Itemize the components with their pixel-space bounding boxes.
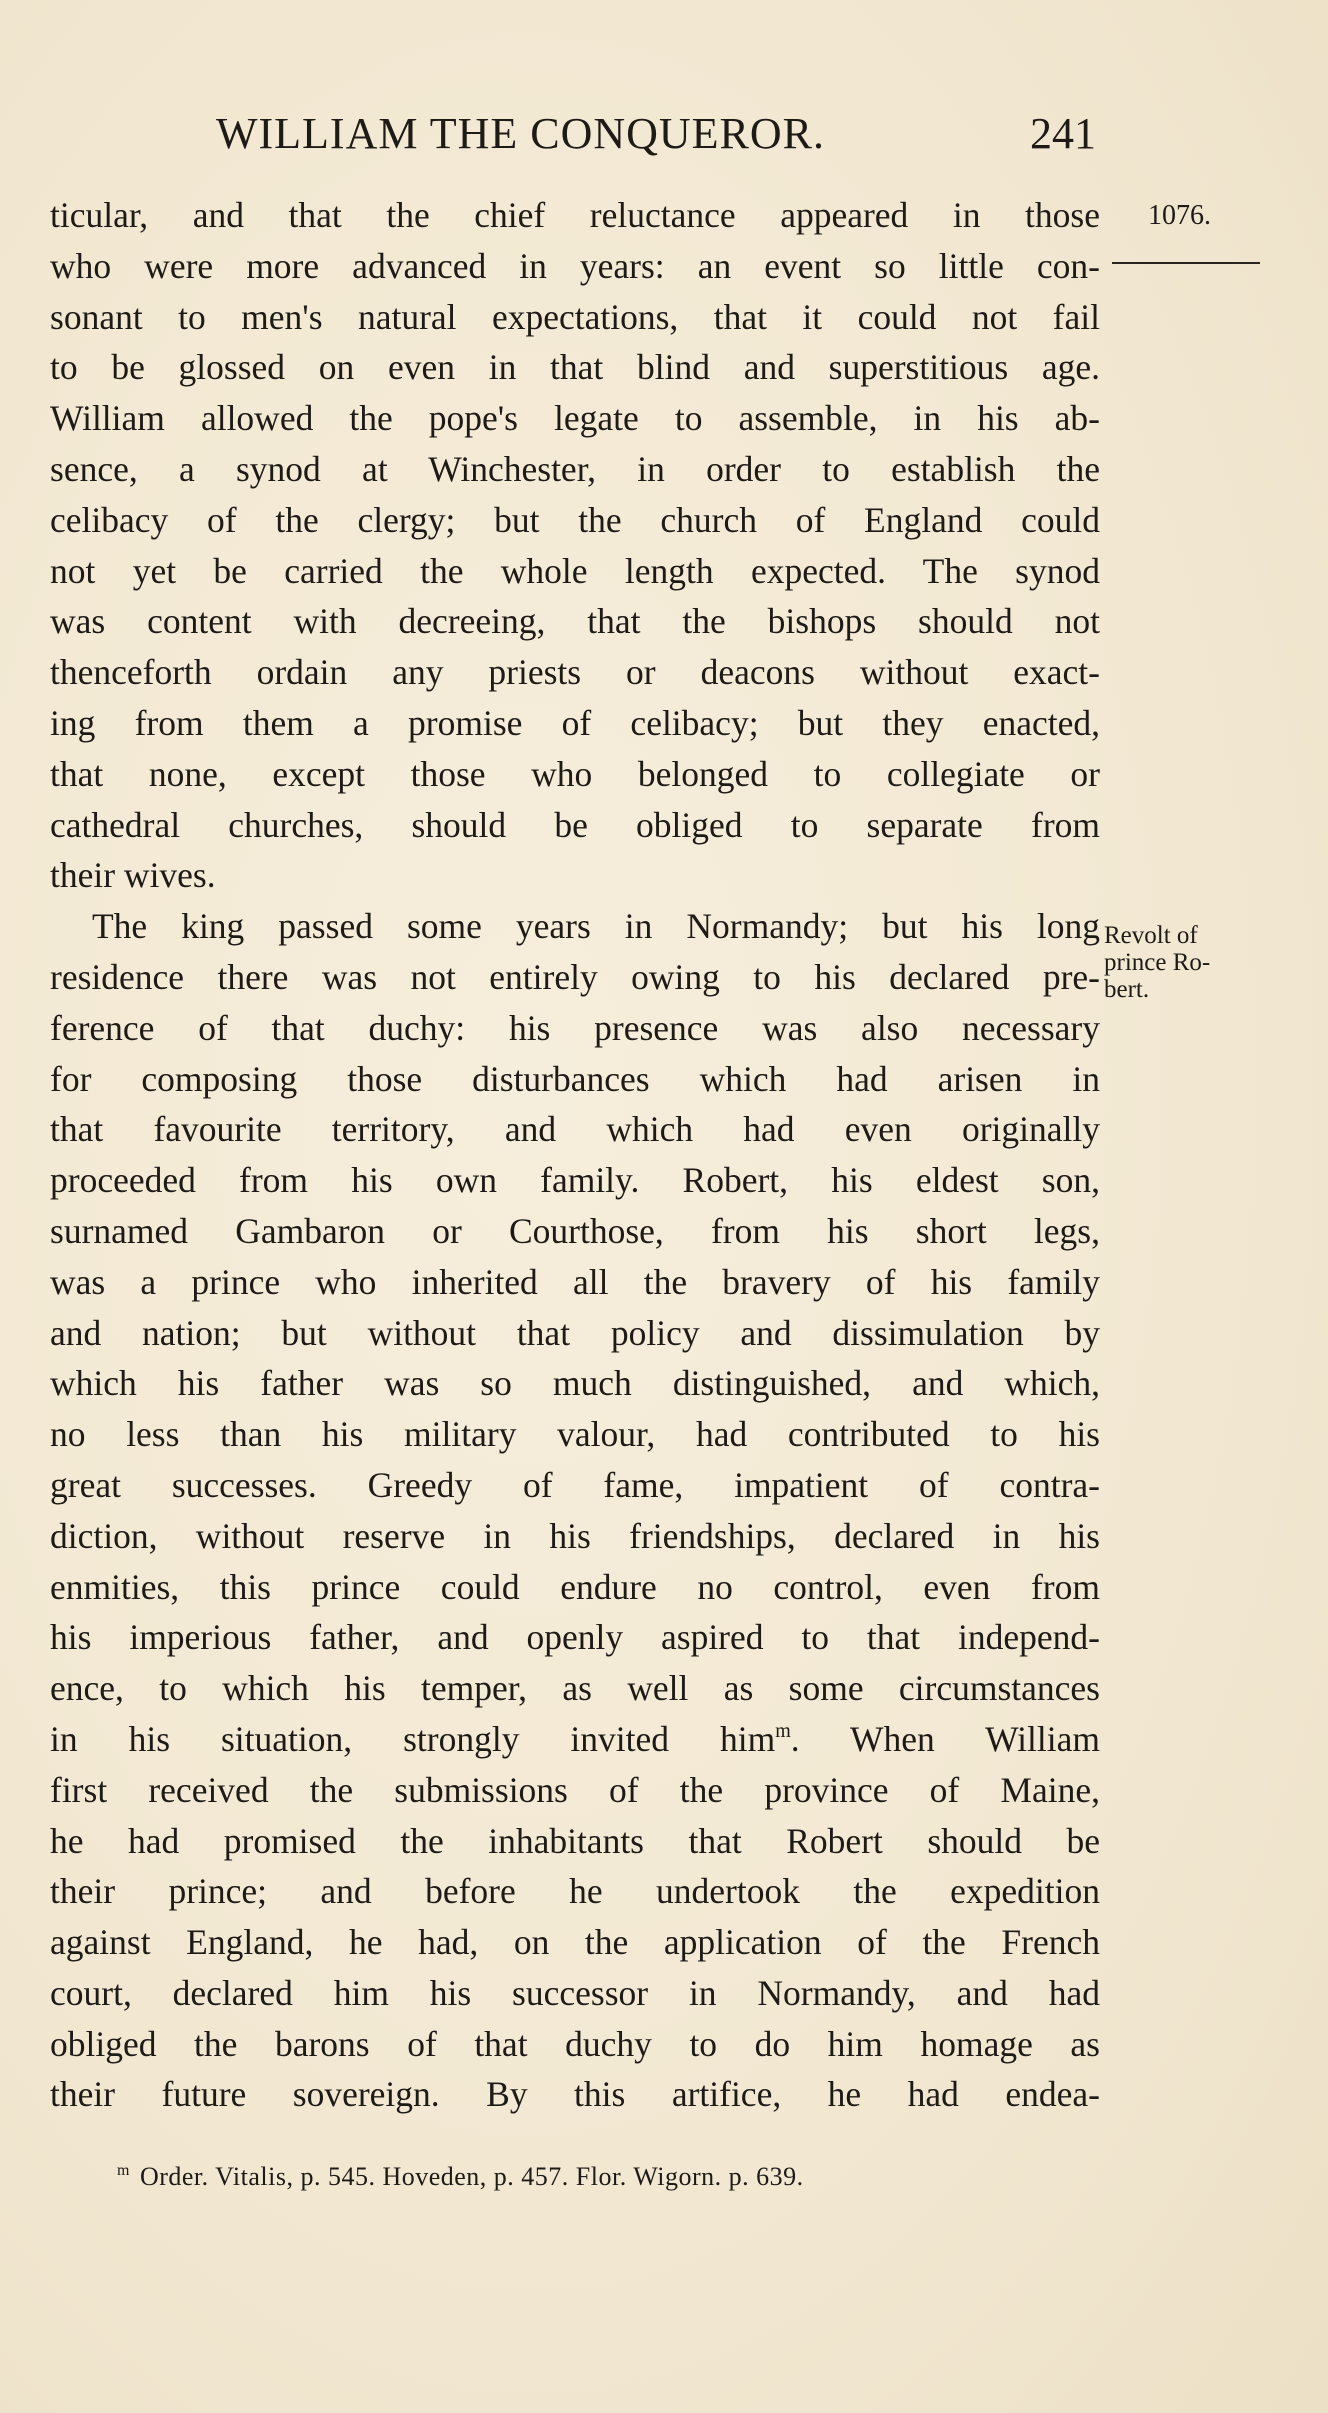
text-line: to be glossed on even in that blind and superstitious age. xyxy=(50,347,1100,388)
text-line: celibacy of the clergy; but the church of England could xyxy=(50,499,1100,540)
footnote-mark: m xyxy=(117,2162,130,2180)
text-line: residence there was not entirely owing to his declared pre- xyxy=(50,956,1100,997)
sidenote-line: bert. xyxy=(1104,976,1150,1003)
text-line: which his father was so much distinguished, and which, xyxy=(50,1363,1100,1404)
text-line: cathedral churches, should be obliged to separate from xyxy=(50,804,1100,845)
text-line: enmities, this prince could endure no control, even from xyxy=(50,1566,1100,1607)
margin-rule xyxy=(1112,262,1260,264)
text-line: first received the submissions of the province of Maine, xyxy=(50,1769,1100,1810)
body-text xyxy=(50,190,1100,2120)
text-line: against England, he had, on the application of the French xyxy=(50,1922,1100,1963)
text-line: great successes. Greedy of fame, impatient of contra- xyxy=(50,1464,1100,1505)
text-line: obliged the barons of that duchy to do him homage as xyxy=(50,2023,1100,2064)
text-line: was a prince who inherited all the bravery of his family xyxy=(50,1261,1100,1302)
text-segment: in his situation, strongly invited him xyxy=(50,1718,776,1759)
text-line: court, declared him his successor in Normandy, and had xyxy=(50,1972,1100,2013)
text-line: that none, except those who belonged to collegiate or xyxy=(50,753,1100,794)
page-header xyxy=(216,108,1096,168)
text-line: sonant to men's natural expectations, that it could not fail xyxy=(50,296,1100,337)
text-line: he had promised the inhabitants that Robert should be xyxy=(50,1820,1100,1861)
text-line: that favourite territory, and which had even originally xyxy=(50,1109,1100,1150)
text-segment: . When William xyxy=(790,1718,1101,1759)
text-line: who were more advanced in years: an event so little con- xyxy=(50,245,1100,286)
text-line: no less than his military valour, had contributed to his xyxy=(50,1414,1100,1455)
text-line: ence, to which his temper, as well as some circumstances xyxy=(50,1668,1100,1709)
text-line: The king passed some years in Normandy; but his long xyxy=(92,906,1100,947)
running-title: WILLIAM THE CONQUEROR. xyxy=(216,109,826,158)
text-line: for composing those disturbances which had arisen in xyxy=(50,1058,1100,1099)
text-line: ing from them a promise of celibacy; but they enacted, xyxy=(50,702,1100,743)
text-line: thenceforth ordain any priests or deacons without exact- xyxy=(50,652,1100,693)
sidenote-line: Revolt of xyxy=(1104,922,1198,949)
text-line: diction, without reserve in his friendships, declared in his xyxy=(50,1515,1100,1556)
text-line: their future sovereign. By this artifice, he had endea- xyxy=(50,2074,1100,2115)
text-line: their wives. xyxy=(50,855,216,896)
footnote-text: Order. Vitalis, p. 545. Hoveden, p. 457. Flor. Wigorn. p. 639. xyxy=(139,2162,804,2191)
text-line: their prince; and before he undertook the expedition xyxy=(50,1871,1100,1912)
text-line-with-ref xyxy=(50,1714,1100,1765)
page-number: 241 xyxy=(1030,109,1096,158)
text-line: his imperious father, and openly aspired to that independ- xyxy=(50,1617,1100,1658)
sidenote-line: prince Ro- xyxy=(1104,949,1211,976)
footnote-ref: m xyxy=(775,1719,791,1742)
footnote xyxy=(117,2162,804,2192)
text-line: ticular, and that the chief reluctance appeared in those xyxy=(50,195,1100,235)
text-line: William allowed the pope's legate to assemble, in his ab- xyxy=(50,398,1100,439)
text-line: ference of that duchy: his presence was also necessary xyxy=(50,1007,1100,1048)
text-line: was content with decreeing, that the bishops should not xyxy=(50,601,1100,642)
text-line: proceeded from his own family. Robert, his eldest son, xyxy=(50,1160,1100,1201)
text-line: surnamed Gambaron or Courthose, from his short legs, xyxy=(50,1210,1100,1251)
text-line: not yet be carried the whole length expected. The synod xyxy=(50,550,1100,591)
text-line: sence, a synod at Winchester, in order to establish the xyxy=(50,448,1100,489)
text-line: and nation; but without that policy and dissimulation by xyxy=(50,1312,1100,1353)
margin-sidenote xyxy=(1104,922,1264,1003)
margin-year: 1076. xyxy=(1148,200,1211,231)
